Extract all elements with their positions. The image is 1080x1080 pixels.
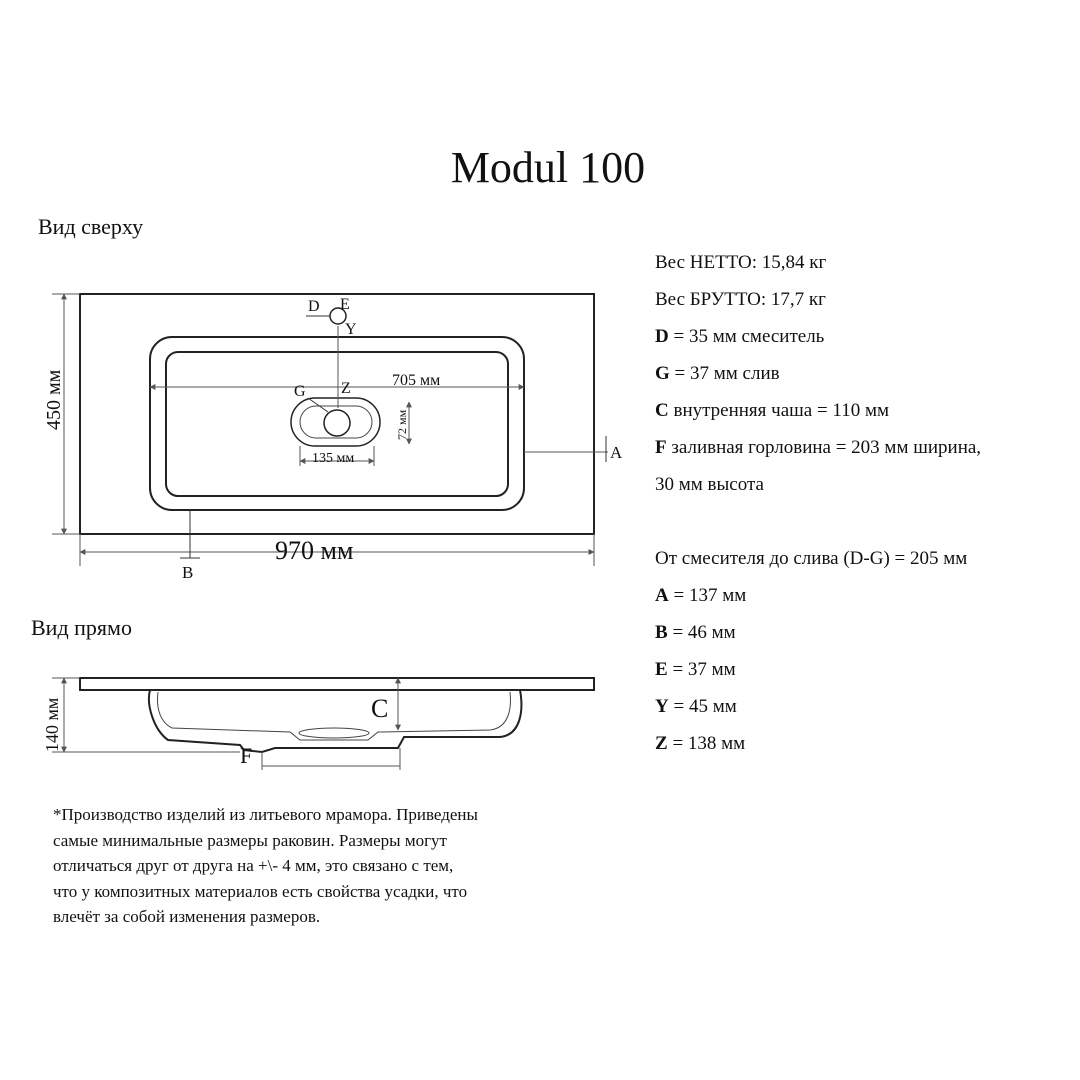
top-view [43, 294, 623, 582]
label-z: Z [341, 380, 351, 397]
bowl-outer-outline [150, 337, 524, 510]
spec-c [655, 392, 981, 429]
spec-a [655, 577, 981, 614]
drain-overflow-inner [300, 406, 372, 438]
spec-d [655, 318, 981, 355]
spec-z [655, 725, 981, 762]
label-a: A [610, 443, 623, 462]
height-label: 140 мм [42, 697, 62, 752]
footnote-line-5: влечёт за собой изменения размеров. [53, 907, 321, 926]
spec-f [655, 429, 981, 466]
spec-b [655, 614, 981, 651]
drain-hole [324, 410, 350, 436]
footnote [53, 802, 613, 930]
label-e: E [340, 296, 350, 313]
bowl-profile-outer [149, 690, 521, 752]
spec-c-key: C [655, 400, 669, 421]
bowl-width-label: 705 мм [392, 372, 441, 389]
spec-a-text: = 137 мм [668, 585, 747, 606]
front-view-label: Вид прямо [31, 615, 132, 640]
footnote-line-1: *Производство изделий из литьевого мрамора. Приведены [53, 805, 478, 824]
drain-height-label: 72 мм [395, 409, 409, 440]
spec-list [655, 244, 981, 762]
spec-g-text: = 37 мм слив [669, 363, 780, 384]
bowl-profile-inner [158, 692, 511, 740]
spec-gross-weight: Вес БРУТТО: 17,7 кг [655, 289, 826, 310]
label-f: F [240, 743, 253, 768]
spec-y-text: = 45 мм [668, 696, 737, 717]
spec-g [655, 355, 981, 392]
spec-e-key: E [655, 659, 668, 680]
spec-e-text: = 37 мм [667, 659, 736, 680]
spec-a-key: A [655, 585, 669, 606]
spec-y [655, 688, 981, 725]
width-label: 970 мм [275, 536, 354, 565]
spec-g-key: G [655, 363, 670, 384]
top-view-label: Вид сверху [38, 214, 144, 239]
spec-d-text: = 35 мм смеситель [668, 326, 825, 347]
spec-b-key: B [655, 622, 668, 643]
label-y: Y [345, 321, 357, 338]
spec-f-text: заливная горловина = 203 мм ширина, [666, 437, 982, 458]
page-title: Modul 100 [450, 143, 646, 192]
spec-y-key: Y [655, 696, 669, 717]
spec-d-key: D [655, 326, 669, 347]
footnote-line-3: отличаться друг от друга на +\- 4 мм, это связано с тем, [53, 856, 454, 875]
footnote-line-2: самые минимальные размеры раковин. Размеры могут [53, 830, 447, 850]
front-view [42, 678, 594, 770]
label-b: B [182, 563, 194, 582]
footnote-line-4: что у композитных материалов есть свойства усадки, что [53, 881, 468, 901]
front-countertop [80, 678, 594, 690]
drain-overflow [291, 398, 380, 446]
spec-z-text: = 138 мм [667, 733, 746, 754]
label-c: C [371, 694, 389, 723]
spec-f-continued: 30 мм высота [655, 474, 764, 495]
spec-c-text: внутренняя чаша = 110 мм [668, 400, 890, 421]
bowl-inner-outline [166, 352, 508, 496]
drain-profile [299, 728, 369, 738]
spec-dg: От смесителя до слива (D-G) = 205 мм [655, 548, 968, 569]
spec-f-key: F [655, 437, 667, 458]
spec-b-text: = 46 мм [667, 622, 736, 643]
label-d: D [308, 298, 320, 315]
spec-spacer [655, 503, 981, 540]
spec-e [655, 651, 981, 688]
spec-z-key: Z [655, 733, 668, 754]
g-leader [308, 398, 328, 412]
drain-width-label: 135 мм [312, 451, 355, 466]
label-g: G [294, 383, 306, 400]
depth-label: 450 мм [43, 369, 65, 430]
spec-net-weight: Вес НЕТТО: 15,84 кг [655, 252, 827, 273]
countertop-outline [80, 294, 594, 534]
